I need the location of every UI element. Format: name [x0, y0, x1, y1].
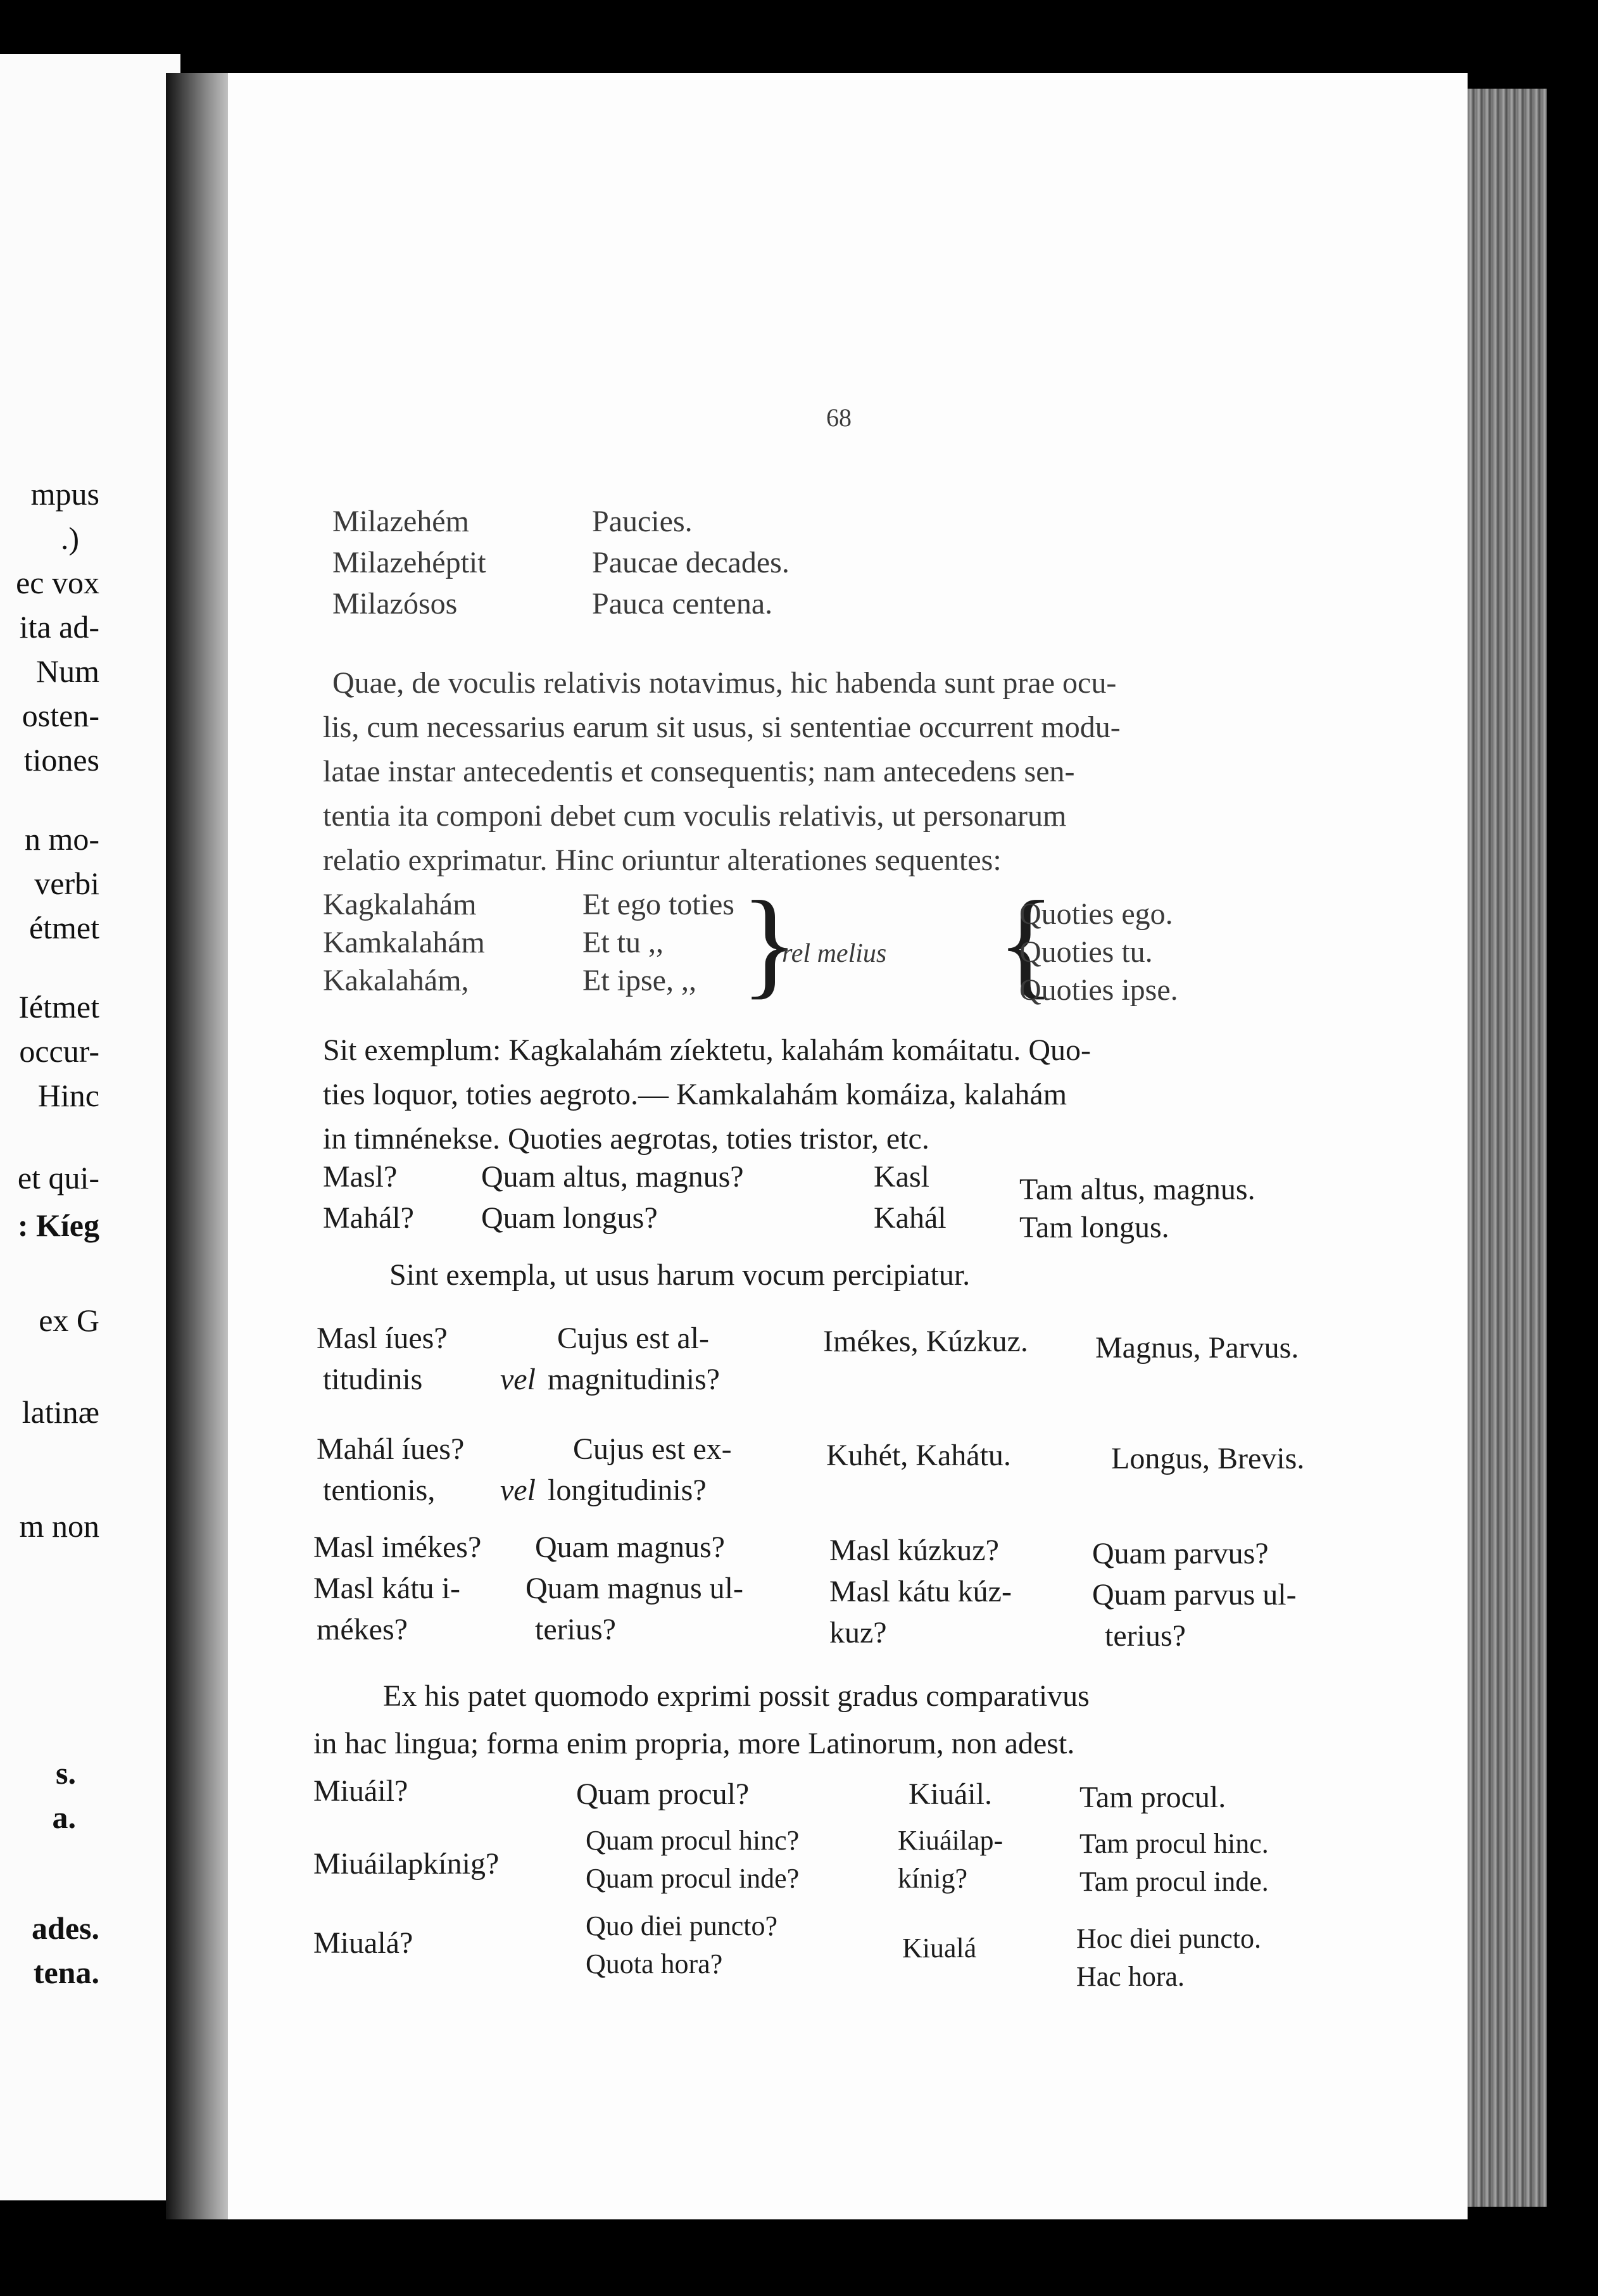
answer: Kiuáil.	[909, 1777, 992, 1811]
left-page-line: étmet	[28, 910, 99, 945]
answer: Kasl	[874, 1160, 929, 1194]
left-page-line: tiones	[23, 742, 99, 778]
answer: Kiualá	[902, 1933, 977, 1964]
alteration-latin: Et ipse, ,,	[582, 964, 696, 997]
question: Mahál?	[323, 1201, 414, 1235]
paragraph-line: Sit exemplum: Kagkalahám zíektetu, kalahám komáitatu. Quo-	[323, 1033, 1091, 1067]
question-latin: Quam magnus?	[535, 1530, 725, 1564]
answer-latin: Hac hora.	[1076, 1961, 1185, 1992]
question-latin: Quam procul hinc?	[586, 1825, 800, 1856]
answer-latin: Tam procul inde.	[1079, 1866, 1269, 1897]
page-edges	[1468, 89, 1547, 2207]
question-latin: magnitudinis?	[548, 1363, 720, 1396]
answer-latin: Hoc diei puncto.	[1076, 1923, 1262, 1954]
left-page-line: tena.	[33, 1955, 99, 1990]
left-page-line: s.	[56, 1755, 76, 1791]
answer: kuz?	[829, 1616, 887, 1649]
question: Masl íues?	[317, 1321, 448, 1355]
examples-intro: Sint exempla, ut usus harum vocum percipiatur.	[389, 1258, 971, 1292]
paragraph-line: ties loquor, toties aegroto.— Kamkalahám komáiza, kalahám	[323, 1078, 1067, 1111]
left-page-line: : Kíeg	[17, 1208, 99, 1243]
question: Masl imékes?	[313, 1530, 482, 1564]
question-latin: Quam magnus ul-	[525, 1572, 743, 1605]
numeral-term: Milazehém	[332, 505, 469, 538]
alteration-alternative: Quoties ipse.	[1019, 973, 1178, 1007]
vel: vel	[500, 1473, 536, 1507]
left-page-line: ita ad-	[19, 609, 99, 645]
paragraph-line: in timnénekse. Quoties aegrotas, toties tristor, etc.	[323, 1122, 929, 1156]
left-page-line: Hinc	[37, 1078, 99, 1113]
left-page-line: osten-	[22, 698, 99, 733]
question-latin: Cujus est al-	[557, 1321, 709, 1355]
paragraph-line: Ex his patet quomodo exprimi possit gradus comparativus	[383, 1679, 1090, 1713]
rel-melius: rel melius	[782, 939, 887, 968]
left-page-line: ades.	[32, 1910, 99, 1946]
question: mékes?	[317, 1613, 408, 1646]
page-number: 68	[826, 403, 852, 432]
numeral-term: Milazósos	[332, 587, 458, 621]
numeral-meaning: Paucies.	[592, 505, 693, 538]
paragraph-line: latae instar antecedentis et consequentis; nam antecedens sen-	[323, 755, 1075, 788]
answer: kínig?	[898, 1863, 967, 1894]
left-page-line: Num	[36, 653, 99, 689]
question: Masl kátu i-	[313, 1572, 460, 1605]
answer-latin: Quam parvus?	[1092, 1537, 1269, 1570]
paragraph-line: Quae, de voculis relativis notavimus, hic habenda sunt prae ocu-	[332, 666, 1117, 700]
left-page-line: Iétmet	[18, 989, 99, 1025]
answer: Imékes, Kúzkuz.	[823, 1325, 1028, 1358]
question-latin: Quo diei puncto?	[586, 1910, 778, 1941]
answer-latin: Quam parvus ul-	[1092, 1578, 1297, 1612]
left-page-line: n mo-	[24, 821, 99, 857]
answer: Masl kátu kúz-	[829, 1575, 1012, 1608]
alteration-latin: Et tu ,,	[582, 926, 664, 959]
left-page-line: occur-	[19, 1033, 99, 1069]
right-brace: }	[741, 877, 799, 1010]
answer-latin: Tam longus.	[1019, 1211, 1169, 1244]
question-latin: Quota hora?	[586, 1948, 723, 1979]
left-page-line: a.	[52, 1800, 76, 1835]
question-latin: Cujus est ex-	[573, 1432, 732, 1466]
paragraph-line: lis, cum necessarius earum sit usus, si sententiae occurrent modu-	[323, 710, 1121, 744]
left-page-line: verbi	[34, 866, 99, 901]
left-page-line: et qui-	[17, 1160, 99, 1195]
left-page-line: .)	[60, 520, 79, 556]
question-latin: titudinis	[323, 1363, 423, 1396]
left-page-fragment	[0, 54, 180, 2200]
answer-latin: terius?	[1105, 1619, 1186, 1653]
answer-latin: Tam procul.	[1079, 1781, 1226, 1814]
alteration-alternative: Quoties ego.	[1019, 897, 1173, 931]
left-page-line: ec vox	[16, 565, 99, 600]
numeral-meaning: Paucae decades.	[592, 546, 790, 579]
question-latin: Quam altus, magnus?	[481, 1160, 744, 1194]
question-latin: tentionis,	[323, 1473, 436, 1507]
left-page-line: latinæ	[22, 1394, 99, 1430]
answer: Kiuáilap-	[898, 1825, 1003, 1856]
left-brace: {	[997, 877, 1055, 1010]
paragraph-line: tentia ita componi debet cum voculis relativis, ut personarum	[323, 799, 1067, 833]
alteration-alternative: Quoties tu.	[1019, 935, 1153, 969]
alteration-form: Kagkalahám	[323, 888, 477, 921]
left-page-line: m non	[19, 1508, 99, 1544]
numeral-meaning: Pauca centena.	[592, 587, 773, 621]
answer-latin: Tam procul hinc.	[1079, 1828, 1269, 1859]
question-latin: Quam longus?	[481, 1201, 658, 1235]
question-latin: longitudinis?	[548, 1473, 707, 1507]
answer: Kuhét, Kahátu.	[826, 1439, 1011, 1472]
numeral-term: Milazehéptit	[332, 546, 486, 579]
alteration-form: Kakalahám,	[323, 964, 469, 997]
question: Miuáilapkínig?	[313, 1847, 500, 1881]
answer-latin: Tam altus, magnus.	[1019, 1173, 1255, 1206]
paragraph-line: in hac lingua; forma enim propria, more Latinorum, non adest.	[313, 1727, 1075, 1760]
answer-latin: Magnus, Parvus.	[1095, 1331, 1299, 1365]
answer-latin: Longus, Brevis.	[1111, 1442, 1305, 1475]
alteration-form: Kamkalahám	[323, 926, 485, 959]
answer: Masl kúzkuz?	[829, 1534, 999, 1567]
question: Mahál íues?	[317, 1432, 465, 1466]
question-latin: Quam procul?	[576, 1777, 750, 1811]
left-page-line: mpus	[30, 476, 99, 512]
question: Miualá?	[313, 1926, 413, 1960]
question-latin: terius?	[535, 1613, 616, 1646]
question: Masl?	[323, 1160, 398, 1194]
paragraph-line: relatio exprimatur. Hinc oriuntur alterationes sequentes:	[323, 843, 1002, 877]
alteration-latin: Et ego toties	[582, 888, 734, 921]
question: Miuáil?	[313, 1774, 408, 1808]
left-page-line: ex G	[39, 1303, 99, 1338]
vel: vel	[500, 1363, 536, 1396]
question-latin: Quam procul inde?	[586, 1863, 800, 1894]
answer: Kahál	[874, 1201, 947, 1235]
